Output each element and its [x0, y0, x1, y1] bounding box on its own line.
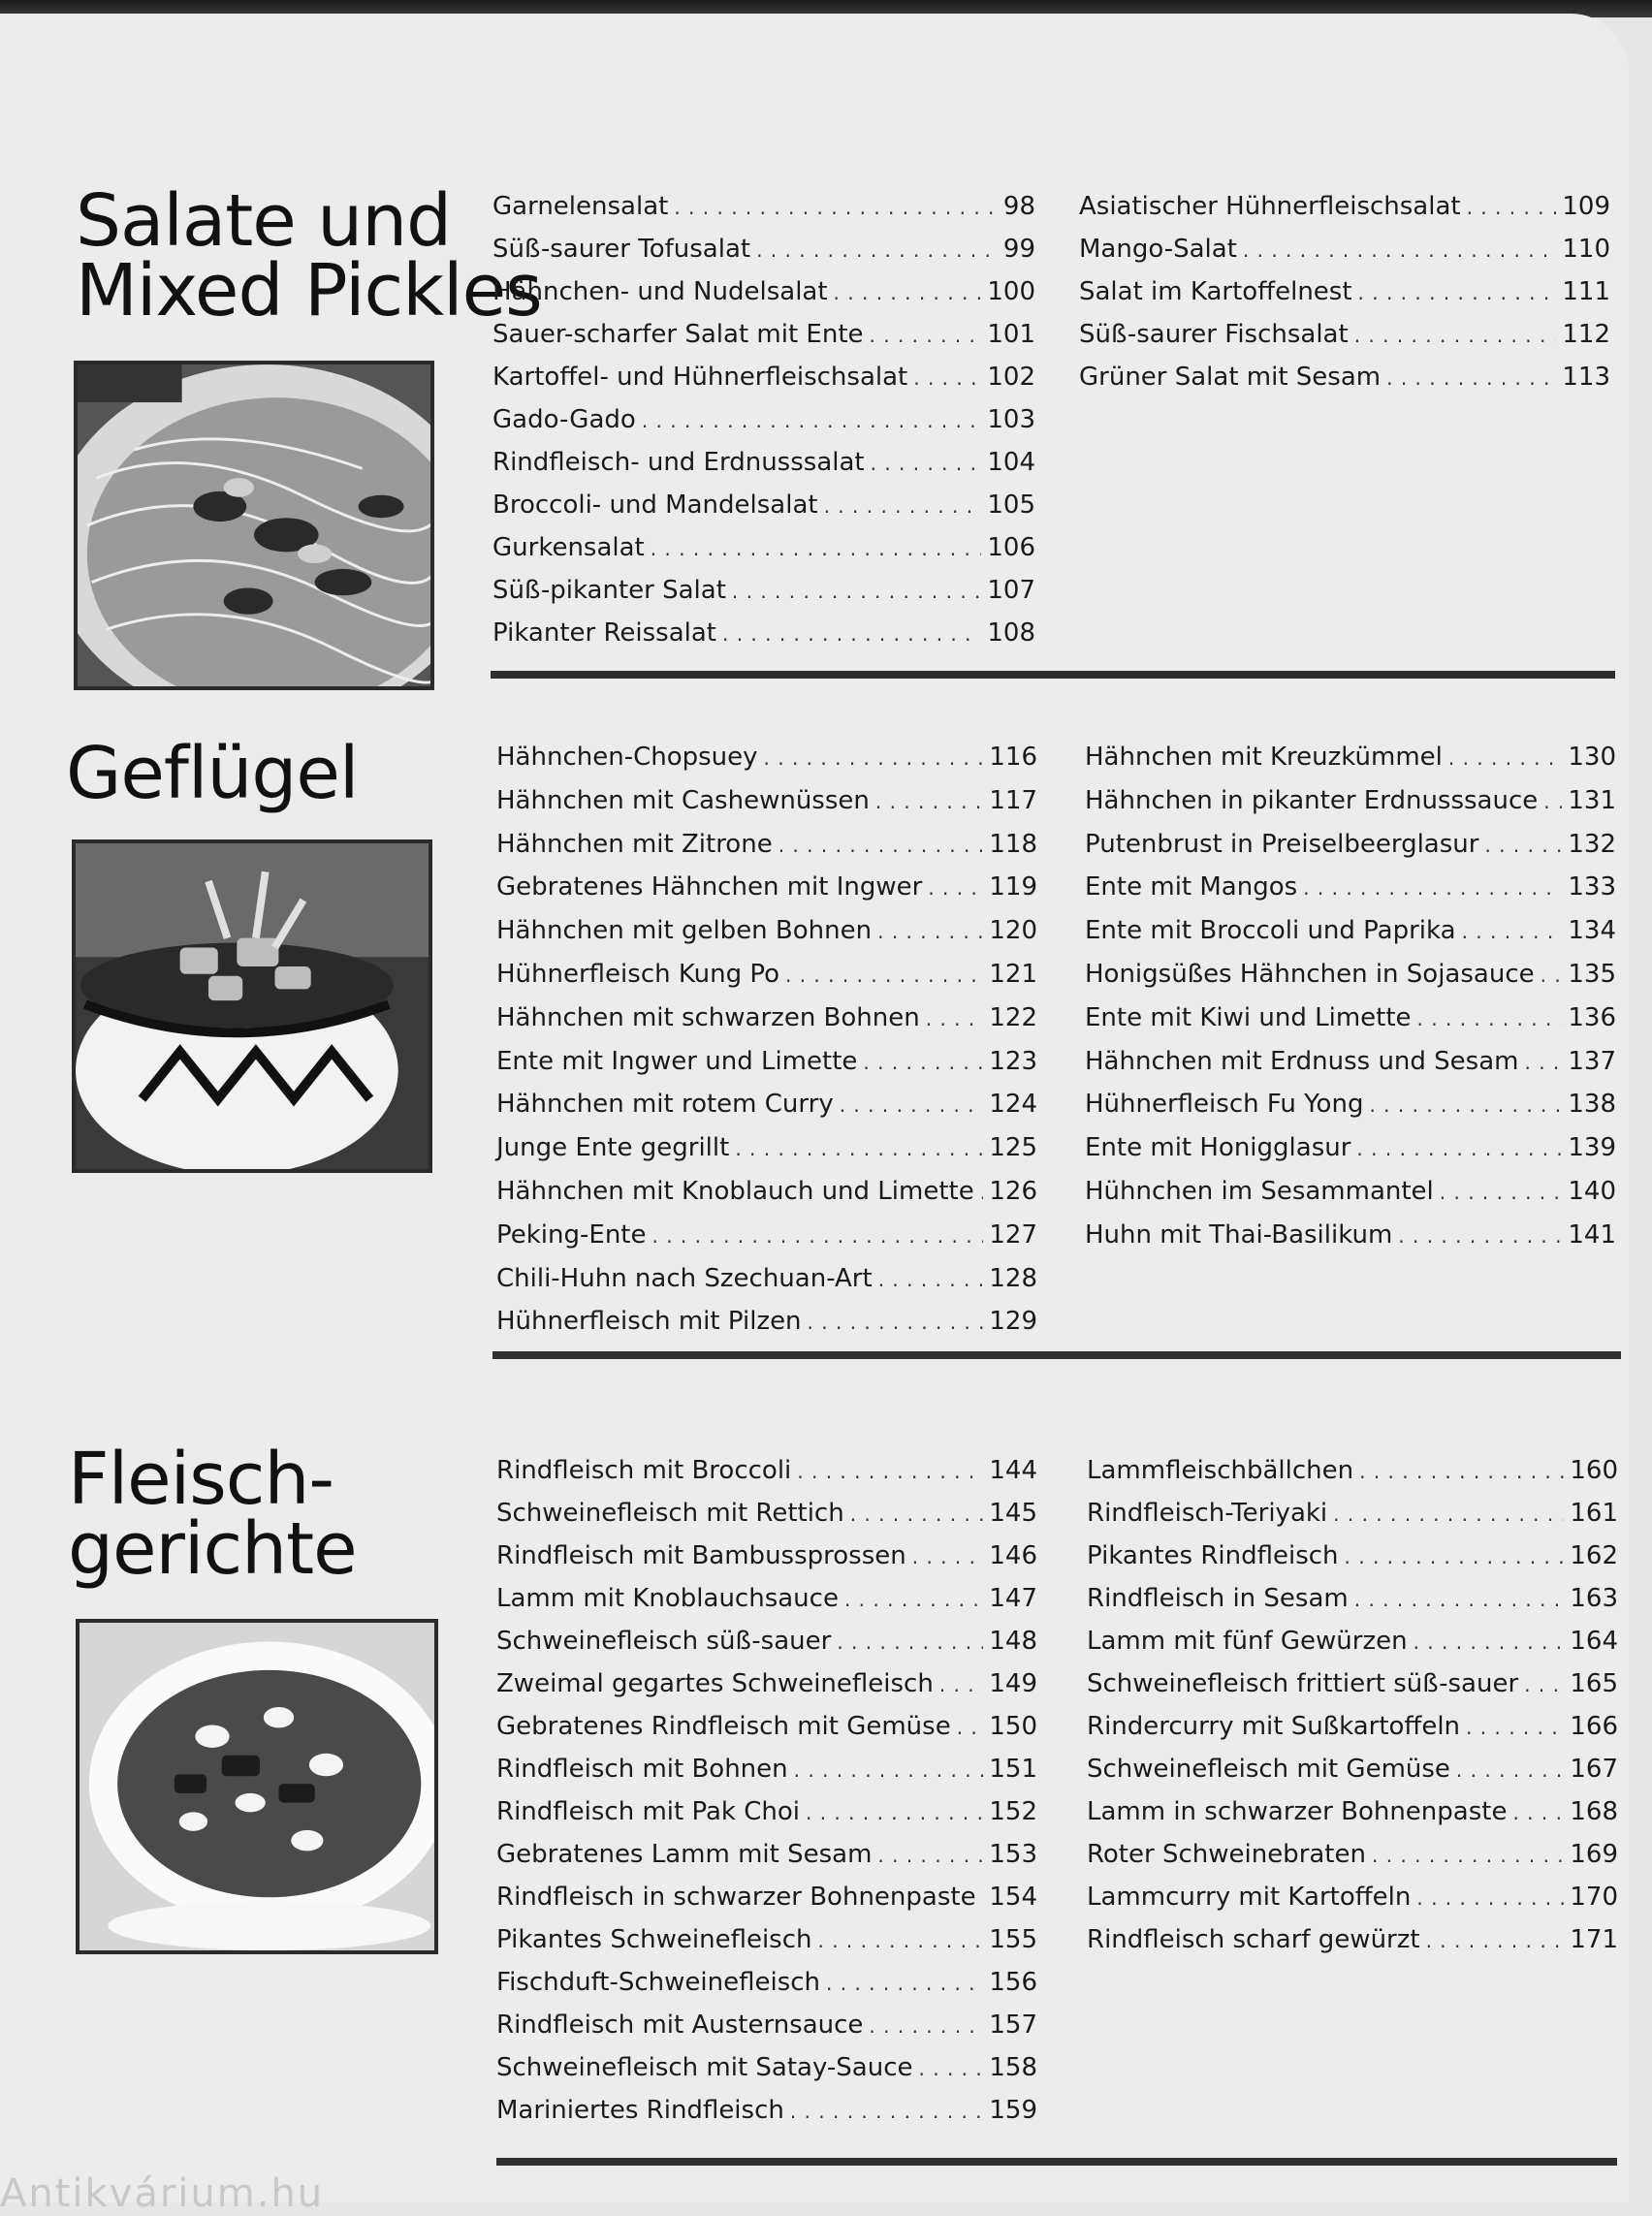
toc-entry — [496, 1968, 1037, 2010]
dot-leader — [878, 1264, 984, 1293]
dot-leader — [1345, 1541, 1565, 1570]
entry-title: Ente mit Kiwi und Limette — [1085, 1002, 1412, 1032]
entry-page-number: 103 — [987, 405, 1035, 434]
toc-entry — [1079, 320, 1610, 363]
dot-leader — [1512, 1797, 1564, 1826]
entry-page-number: 145 — [989, 1499, 1037, 1528]
salate-left-column — [492, 192, 1035, 661]
dot-leader — [778, 830, 984, 859]
entry-page-number: 150 — [989, 1712, 1037, 1741]
entry-page-number: 125 — [989, 1133, 1037, 1163]
dot-leader — [826, 1968, 983, 1997]
dot-leader — [840, 1090, 984, 1119]
entry-title: Süß-pikanter Salat — [492, 576, 726, 605]
toc-entry — [496, 872, 1037, 916]
toc-entry — [496, 916, 1037, 960]
entry-title: Roter Schweinebraten — [1087, 1840, 1366, 1869]
entry-page-number: 126 — [989, 1176, 1037, 1206]
dot-leader — [1333, 1499, 1564, 1528]
dot-leader — [871, 448, 982, 477]
toc-entry — [1079, 277, 1610, 320]
dot-leader — [794, 1755, 984, 1784]
entry-title: Hähnchen mit Cashewnüssen — [496, 785, 870, 815]
section-divider — [492, 1351, 1621, 1359]
entry-page-number: 136 — [1568, 1002, 1616, 1032]
toc-entry — [492, 448, 1035, 491]
entry-page-number: 160 — [1570, 1456, 1618, 1485]
entry-page-number: 124 — [989, 1090, 1037, 1120]
entry-title: Lamm mit fünf Gewürzen — [1087, 1627, 1408, 1656]
dot-leader — [1417, 1003, 1563, 1032]
toc-entry — [496, 1712, 1037, 1755]
dot-leader — [919, 2053, 984, 2082]
dot-leader — [875, 786, 984, 815]
entry-title: Salat im Kartoffelnest — [1079, 277, 1352, 306]
entry-title: Hähnchen mit schwarzen Bohnen — [496, 1002, 920, 1032]
dot-leader — [834, 277, 982, 306]
entry-page-number: 144 — [989, 1456, 1037, 1485]
section-title-salate: Salate und Mixed Pickles — [76, 179, 542, 332]
dot-leader — [1372, 1840, 1564, 1869]
entry-page-number: 154 — [989, 1883, 1037, 1912]
dot-leader — [806, 1797, 983, 1826]
dot-leader — [1414, 1627, 1565, 1656]
entry-page-number: 156 — [989, 1968, 1037, 1997]
toc-entry — [1085, 916, 1616, 960]
toc-entry — [492, 576, 1035, 618]
dot-leader — [735, 1133, 983, 1162]
entry-title: Fischduft-Schweinefleisch — [496, 1968, 821, 1997]
entry-page-number: 139 — [1568, 1133, 1616, 1163]
toc-entry — [1085, 743, 1616, 786]
dot-leader — [818, 1925, 984, 1954]
toc-entry — [496, 1264, 1037, 1308]
entry-page-number: 155 — [989, 1925, 1037, 1954]
entry-page-number: 151 — [989, 1755, 1037, 1784]
meat-photo — [76, 1619, 438, 1954]
entry-page-number: 140 — [1568, 1176, 1616, 1206]
entry-title: Hähnchen- und Nudelsalat — [492, 277, 828, 306]
dot-leader — [808, 1307, 984, 1336]
dot-leader — [1369, 1090, 1562, 1119]
entry-page-number: 102 — [987, 363, 1035, 392]
toc-entry — [496, 1047, 1037, 1091]
entry-page-number: 129 — [989, 1307, 1037, 1337]
dot-leader — [912, 1541, 984, 1570]
toc-entry — [496, 1883, 1037, 1925]
entry-title: Rindfleisch in Sesam — [1087, 1584, 1349, 1613]
entry-title: Ente mit Mangos — [1085, 872, 1298, 902]
entry-page-number: 134 — [1568, 916, 1616, 946]
toc-entry — [1087, 1712, 1618, 1755]
entry-page-number: 131 — [1568, 785, 1616, 815]
section-title-gefluegel: Geflügel — [66, 732, 359, 815]
entry-page-number: 121 — [989, 959, 1037, 989]
toc-entry — [1085, 1047, 1616, 1091]
entry-title: Chili-Huhn nach Szechuan-Art — [496, 1263, 873, 1293]
entry-title: Gurkensalat — [492, 533, 645, 562]
toc-entry — [492, 405, 1035, 448]
dot-leader — [1354, 320, 1557, 349]
entry-page-number: 141 — [1568, 1219, 1616, 1250]
entry-page-number: 167 — [1570, 1755, 1618, 1784]
section-divider — [496, 2158, 1617, 2166]
dot-leader — [732, 576, 981, 605]
toc-entry — [492, 533, 1035, 576]
toc-entry — [492, 491, 1035, 533]
entry-title: Rindfleisch mit Pak Choi — [496, 1797, 800, 1826]
entry-page-number: 109 — [1562, 192, 1610, 221]
toc-entry — [496, 1755, 1037, 1797]
dot-leader — [756, 235, 998, 264]
dot-leader — [1456, 1755, 1564, 1784]
entry-title: Rindfleisch mit Bambussprossen — [496, 1541, 906, 1570]
entry-title: Hähnchen mit gelben Bohnen — [496, 916, 873, 946]
dot-leader — [1541, 960, 1563, 989]
poultry-photo — [72, 839, 432, 1173]
dot-leader — [1358, 277, 1557, 306]
dot-leader — [1466, 1712, 1564, 1741]
entry-title: Schweinefleisch frittiert süß-sauer — [1087, 1669, 1519, 1698]
dot-leader — [850, 1499, 984, 1528]
entry-page-number: 132 — [1568, 829, 1616, 859]
entry-title: Pikantes Rindfleisch — [1087, 1541, 1339, 1570]
entry-title: Rindfleisch- und Erdnusssalat — [492, 448, 865, 477]
fleisch-right-column — [1087, 1456, 1618, 1968]
dot-leader — [674, 192, 998, 221]
dot-leader — [837, 1627, 983, 1656]
entry-page-number: 116 — [989, 743, 1037, 772]
entry-title: Asiatischer Hühnerfleischsalat — [1079, 192, 1461, 221]
dot-leader — [764, 743, 984, 772]
entry-page-number: 157 — [989, 2010, 1037, 2040]
toc-entry — [496, 1456, 1037, 1499]
entry-title: Süß-saurer Tofusalat — [492, 235, 751, 264]
dot-leader — [928, 872, 983, 902]
entry-title: Rindercurry mit Sußkartoffeln — [1087, 1712, 1461, 1741]
toc-entry — [496, 786, 1037, 830]
gefluegel-right-column — [1085, 743, 1616, 1264]
entry-title: Zweimal gegartes Schweinefleisch — [496, 1669, 934, 1698]
entry-title: Ente mit Honigglasur — [1085, 1133, 1351, 1163]
entry-title: Hähnchen in pikanter Erdnusssauce — [1085, 785, 1539, 815]
toc-entry — [1085, 1220, 1616, 1264]
dot-leader — [1484, 830, 1562, 859]
entry-title: Lamm mit Knoblauchsauce — [496, 1584, 839, 1613]
toc-entry — [1085, 872, 1616, 916]
entry-page-number: 111 — [1562, 277, 1610, 306]
entry-title: Kartoffel- und Hühnerfleischsalat — [492, 363, 908, 392]
toc-entry — [496, 1499, 1037, 1541]
entry-page-number: 170 — [1570, 1883, 1618, 1912]
toc-entry — [496, 1220, 1037, 1264]
entry-title: Putenbrust in Preiselbeerglasur — [1085, 829, 1479, 859]
dot-leader — [1462, 916, 1563, 945]
toc-entry — [496, 960, 1037, 1003]
toc-entry — [496, 1003, 1037, 1047]
dot-leader — [1398, 1220, 1562, 1250]
entry-title: Grüner Salat mit Sesam — [1079, 363, 1382, 392]
dot-leader — [1354, 1584, 1565, 1613]
entry-title: Lammcurry mit Kartoffeln — [1087, 1883, 1412, 1912]
toc-entry — [1087, 1456, 1618, 1499]
entry-page-number: 113 — [1562, 363, 1610, 392]
toc-entry — [1079, 363, 1610, 405]
entry-page-number: 118 — [989, 829, 1037, 859]
entry-title: Hühnerfleisch Kung Po — [496, 959, 779, 989]
entry-page-number: 110 — [1562, 235, 1610, 264]
entry-page-number: 168 — [1570, 1797, 1618, 1826]
toc-page — [0, 14, 1629, 2202]
dot-leader — [869, 2010, 983, 2040]
entry-title: Hähnchen mit Zitrone — [496, 829, 773, 859]
dot-leader — [652, 1220, 984, 1250]
entry-page-number: 122 — [989, 1002, 1037, 1032]
dot-leader — [1386, 363, 1556, 392]
entry-page-number: 138 — [1568, 1090, 1616, 1120]
entry-page-number: 165 — [1570, 1669, 1618, 1698]
toc-entry — [496, 1627, 1037, 1669]
dot-leader — [797, 1456, 983, 1485]
entry-page-number: 161 — [1570, 1499, 1618, 1528]
entry-page-number: 104 — [987, 448, 1035, 477]
dot-leader — [877, 1840, 983, 1869]
toc-entry — [1087, 1840, 1618, 1883]
entry-page-number: 146 — [989, 1541, 1037, 1570]
entry-title: Pikanter Reissalat — [492, 618, 716, 648]
entry-title: Honigsüßes Hähnchen in Sojasauce — [1085, 959, 1535, 989]
entry-page-number: 158 — [989, 2053, 1037, 2082]
toc-entry — [1087, 1925, 1618, 1968]
entry-page-number: 107 — [987, 576, 1035, 605]
entry-page-number: 166 — [1570, 1712, 1618, 1741]
toc-entry — [492, 235, 1035, 277]
entry-title: Rindfleisch in schwarzer Bohnenpaste — [496, 1883, 976, 1912]
toc-entry — [492, 363, 1035, 405]
entry-title: Gado-Gado — [492, 405, 636, 434]
dot-leader — [790, 2096, 984, 2125]
entry-page-number: 100 — [987, 277, 1035, 306]
toc-entry — [1085, 1003, 1616, 1047]
dot-leader — [1356, 1133, 1562, 1162]
toc-entry — [1087, 1755, 1618, 1797]
dot-leader — [1359, 1456, 1564, 1485]
toc-entry — [1079, 192, 1610, 235]
toc-entry — [496, 1669, 1037, 1712]
entry-title: Rindfleisch-Teriyaki — [1087, 1499, 1328, 1528]
toc-entry — [1087, 1883, 1618, 1925]
dot-leader — [939, 1669, 984, 1698]
entry-title: Schweinefleisch mit Rettich — [496, 1499, 844, 1528]
toc-entry — [1085, 960, 1616, 1003]
entry-page-number: 171 — [1570, 1925, 1618, 1954]
toc-entry — [1087, 1627, 1618, 1669]
fleisch-left-column — [496, 1456, 1037, 2138]
entry-title: Süß-saurer Fischsalat — [1079, 320, 1349, 349]
toc-entry — [496, 2053, 1037, 2096]
dot-leader — [1524, 1669, 1564, 1698]
entry-page-number: 98 — [1002, 192, 1035, 221]
dot-leader — [982, 1883, 984, 1912]
entry-title: Junge Ente gegrillt — [496, 1133, 730, 1163]
entry-page-number: 120 — [989, 916, 1037, 946]
entry-page-number: 137 — [1568, 1046, 1616, 1076]
entry-page-number: 169 — [1570, 1840, 1618, 1869]
entry-title: Hühnerfleisch mit Pilzen — [496, 1307, 802, 1337]
entry-page-number: 147 — [989, 1584, 1037, 1613]
entry-title: Mariniertes Rindfleisch — [496, 2096, 784, 2125]
salate-right-column — [1079, 192, 1610, 405]
entry-page-number: 106 — [987, 533, 1035, 562]
entry-title: Pikantes Schweinefleisch — [496, 1925, 812, 1954]
toc-entry — [496, 1307, 1037, 1350]
dot-leader — [1416, 1883, 1564, 1912]
entry-title: Lammfleischbällchen — [1087, 1456, 1354, 1485]
toc-entry — [496, 1797, 1037, 1840]
entry-title: Huhn mit Thai-Basilikum — [1085, 1219, 1393, 1250]
dot-leader — [785, 960, 983, 989]
toc-entry — [1087, 1584, 1618, 1627]
dot-leader — [824, 491, 982, 520]
dot-leader — [1543, 786, 1562, 815]
entry-page-number: 99 — [1002, 235, 1035, 264]
toc-entry — [1087, 1669, 1618, 1712]
entry-title: Hähnchen-Chopsuey — [496, 743, 758, 772]
toc-entry — [1085, 1133, 1616, 1177]
entry-page-number: 152 — [989, 1797, 1037, 1826]
dot-leader — [980, 1177, 984, 1206]
toc-entry — [1085, 1177, 1616, 1220]
entry-page-number: 159 — [989, 2096, 1037, 2125]
dot-leader — [863, 1047, 983, 1076]
toc-entry — [1087, 1797, 1618, 1840]
toc-entry — [496, 2010, 1037, 2053]
toc-entry — [492, 320, 1035, 363]
entry-page-number: 130 — [1568, 743, 1616, 772]
toc-entry — [1085, 1090, 1616, 1133]
entry-title: Peking-Ente — [496, 1219, 647, 1250]
entry-title: Gebratenes Lamm mit Sesam — [496, 1840, 873, 1869]
entry-page-number: 164 — [1570, 1627, 1618, 1656]
entry-title: Mango-Salat — [1079, 235, 1237, 264]
entry-title: Ente mit Broccoli und Paprika — [1085, 916, 1456, 946]
entry-page-number: 127 — [989, 1219, 1037, 1250]
entry-page-number: 135 — [1568, 959, 1616, 989]
dot-leader — [1303, 872, 1562, 902]
entry-title: Hähnchen mit rotem Curry — [496, 1090, 834, 1120]
dot-leader — [870, 320, 982, 349]
entry-title: Rindfleisch mit Broccoli — [496, 1456, 792, 1485]
toc-entry — [1087, 1499, 1618, 1541]
toc-entry — [496, 1133, 1037, 1177]
entry-title: Hühnchen im Sesammantel — [1085, 1176, 1434, 1206]
entry-page-number: 123 — [989, 1046, 1037, 1076]
entry-page-number: 108 — [987, 618, 1035, 648]
entry-title: Gebratenes Hähnchen mit Ingwer — [496, 872, 923, 902]
toc-entry — [496, 1090, 1037, 1133]
toc-entry — [496, 743, 1037, 786]
dot-leader — [1426, 1925, 1565, 1954]
dot-leader — [877, 916, 983, 945]
dot-leader — [844, 1584, 983, 1613]
entry-title: Schweinefleisch mit Satay-Sauce — [496, 2053, 913, 2082]
entry-title: Broccoli- und Mandelsalat — [492, 491, 818, 520]
toc-entry — [496, 1584, 1037, 1627]
dot-leader — [722, 618, 981, 648]
entry-page-number: 117 — [989, 785, 1037, 815]
toc-entry — [492, 277, 1035, 320]
dot-leader — [1467, 192, 1557, 221]
watermark: Antikvárium.hu — [0, 2171, 325, 2216]
entry-title: Garnelensalat — [492, 192, 669, 221]
toc-entry — [496, 830, 1037, 873]
entry-title: Sauer-scharfer Salat mit Ente — [492, 320, 864, 349]
entry-page-number: 149 — [989, 1669, 1037, 1698]
toc-entry — [496, 1840, 1037, 1883]
toc-entry — [1087, 1541, 1618, 1584]
entry-page-number: 162 — [1570, 1541, 1618, 1570]
dot-leader — [1440, 1177, 1563, 1206]
entry-title: Hühnerfleisch Fu Yong — [1085, 1090, 1364, 1120]
toc-entry — [496, 1541, 1037, 1584]
entry-page-number: 163 — [1570, 1584, 1618, 1613]
entry-title: Hähnchen mit Erdnuss und Sesam — [1085, 1046, 1519, 1076]
entry-page-number: 119 — [989, 872, 1037, 902]
toc-entry — [492, 618, 1035, 661]
section-divider — [491, 671, 1615, 679]
dot-leader — [957, 1712, 984, 1741]
entry-title: Hähnchen mit Kreuzkümmel — [1085, 743, 1443, 772]
toc-entry — [496, 2096, 1037, 2138]
salad-photo — [74, 361, 434, 690]
entry-page-number: 112 — [1562, 320, 1610, 349]
entry-title: Rindfleisch mit Bohnen — [496, 1755, 788, 1784]
entry-title: Hähnchen mit Knoblauch und Limette — [496, 1176, 974, 1206]
entry-title: Rindfleisch scharf gewürzt — [1087, 1925, 1420, 1954]
dot-leader — [651, 533, 982, 562]
dot-leader — [926, 1003, 984, 1032]
dot-leader — [913, 363, 981, 392]
entry-page-number: 105 — [987, 491, 1035, 520]
dot-leader — [1243, 235, 1556, 264]
entry-title: Gebratenes Rindfleisch mit Gemüse — [496, 1712, 951, 1741]
section-title-fleisch: Fleisch- gerichte — [68, 1438, 357, 1591]
entry-page-number: 153 — [989, 1840, 1037, 1869]
entry-page-number: 133 — [1568, 872, 1616, 902]
toc-entry — [492, 192, 1035, 235]
toc-entry — [1085, 830, 1616, 873]
entry-page-number: 148 — [989, 1627, 1037, 1656]
entry-title: Schweinefleisch mit Gemüse — [1087, 1755, 1450, 1784]
toc-entry — [496, 1177, 1037, 1220]
entry-title: Schweinefleisch süß-sauer — [496, 1627, 832, 1656]
entry-page-number: 128 — [989, 1263, 1037, 1293]
toc-entry — [1079, 235, 1610, 277]
dot-leader — [642, 405, 982, 434]
entry-title: Ente mit Ingwer und Limette — [496, 1046, 858, 1076]
entry-title: Lamm in schwarzer Bohnenpaste — [1087, 1797, 1508, 1826]
dot-leader — [1448, 743, 1562, 772]
dot-leader — [1524, 1047, 1562, 1076]
entry-title: Rindfleisch mit Austernsauce — [496, 2010, 864, 2040]
toc-entry — [496, 1925, 1037, 1968]
gefluegel-left-column — [496, 743, 1037, 1350]
entry-page-number: 101 — [987, 320, 1035, 349]
toc-entry — [1085, 786, 1616, 830]
